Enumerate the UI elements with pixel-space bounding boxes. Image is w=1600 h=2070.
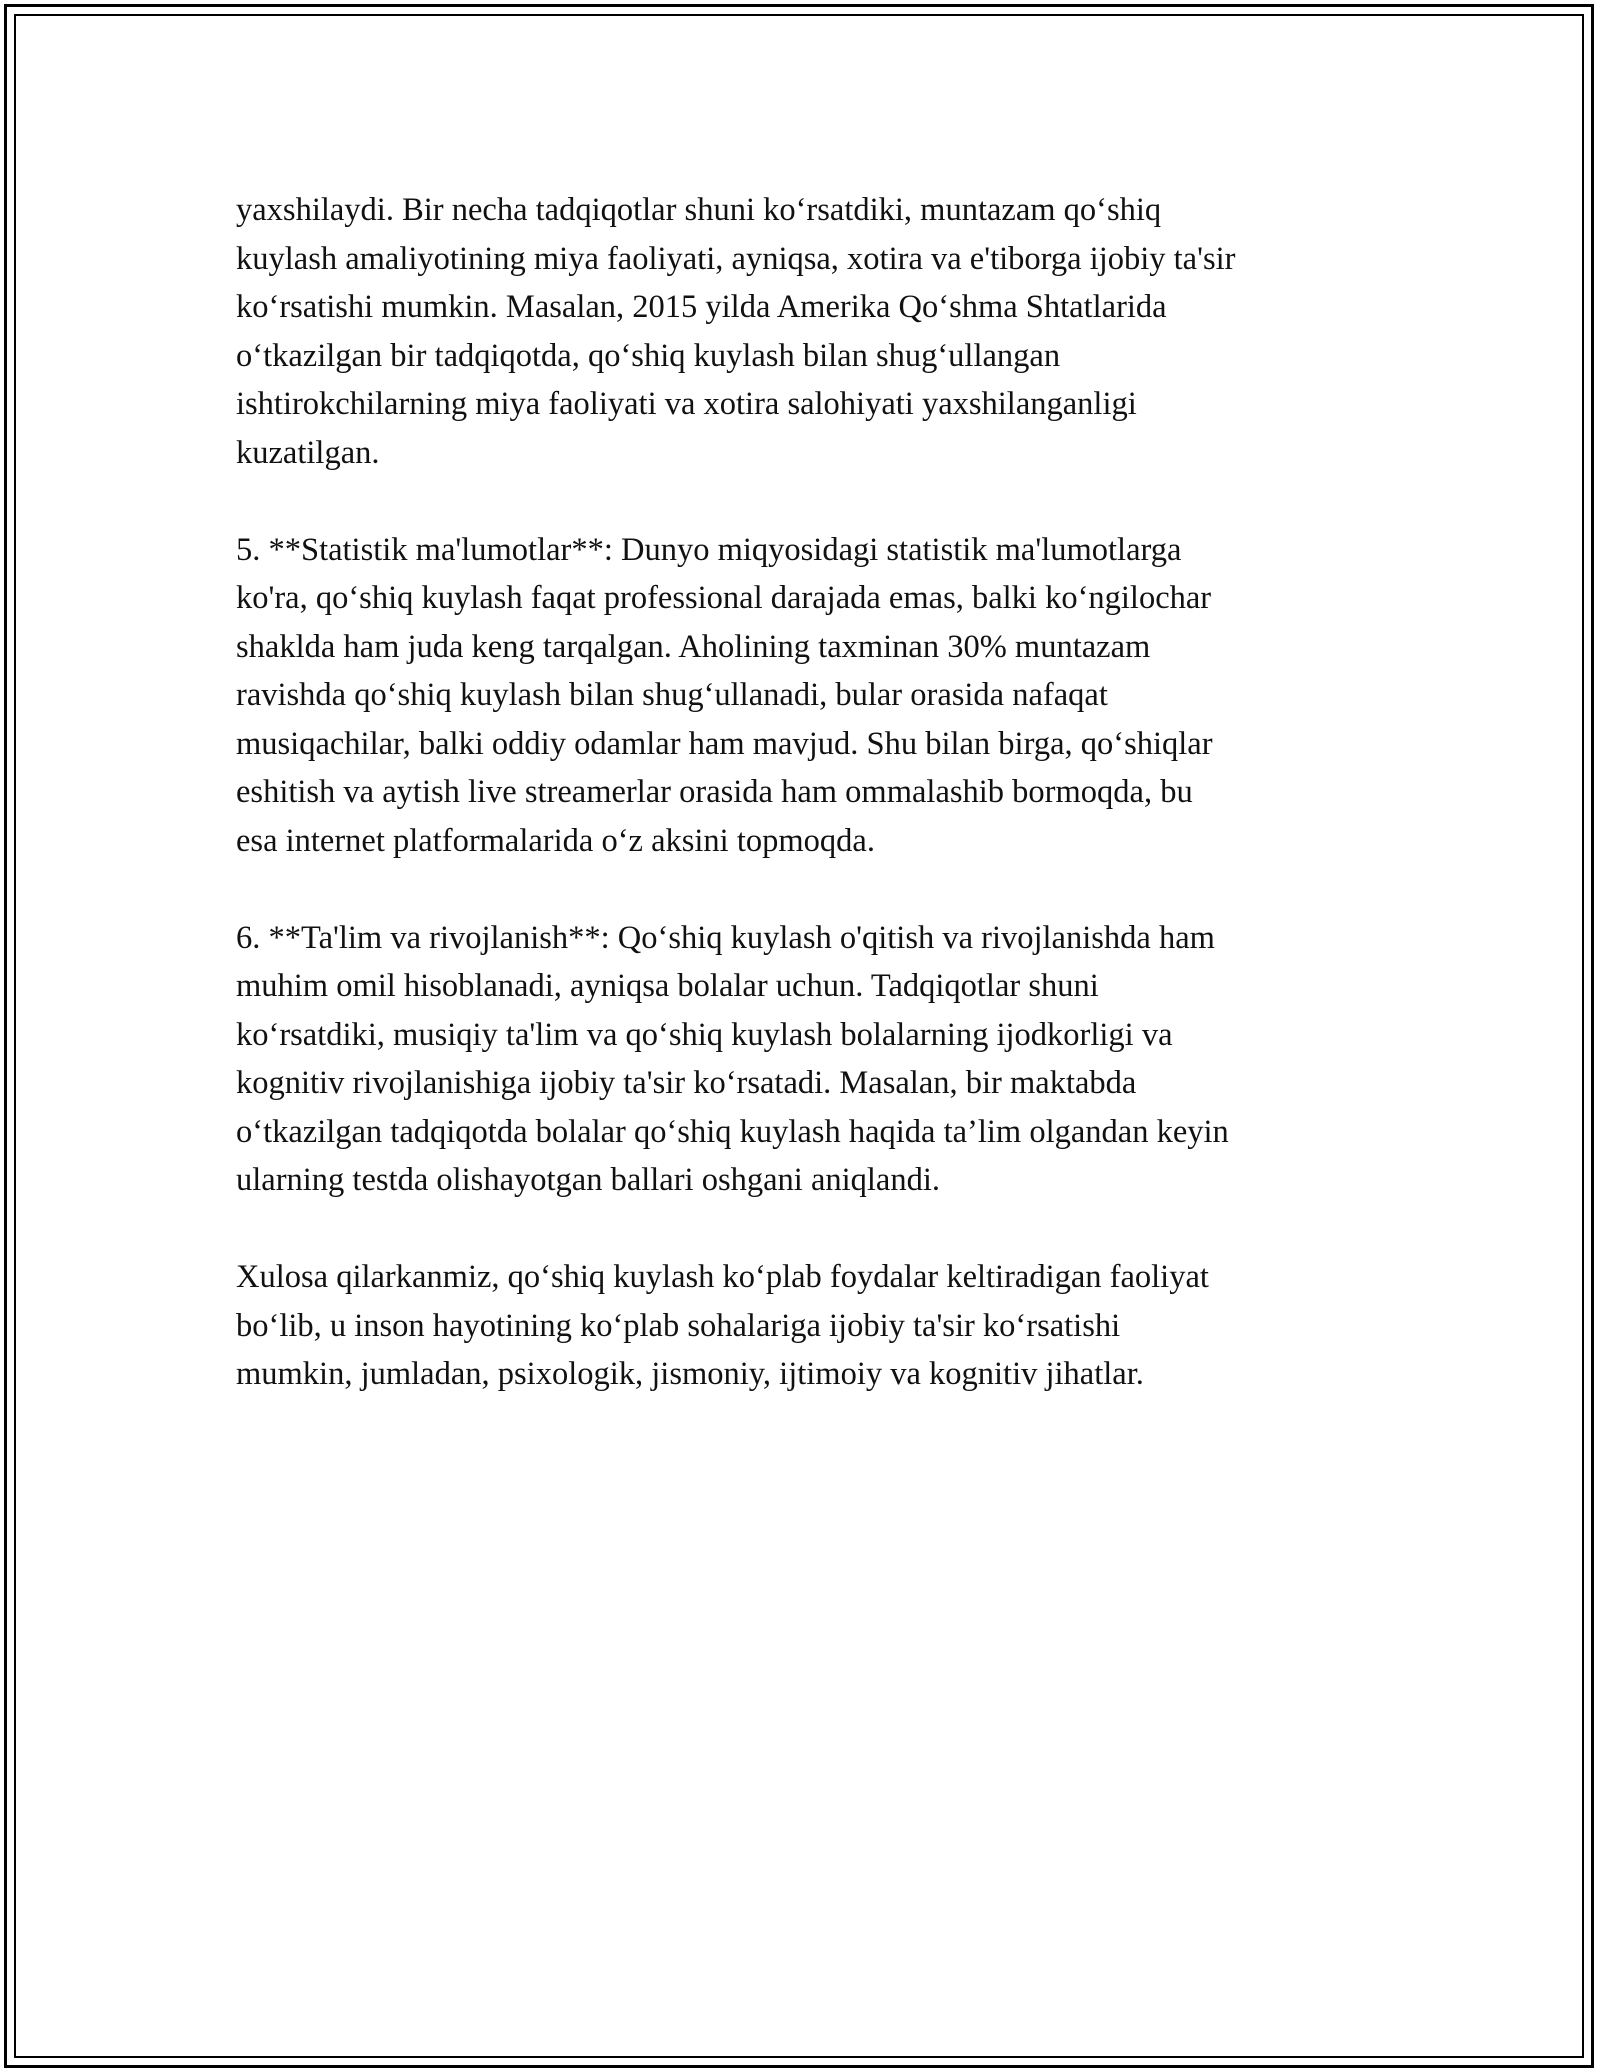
paragraph-statistics: 5. **Statistik ma'lumotlar**: Dunyo miqyosidagi statistik ma'lumotlarga ko'ra, qo‘shiq kuylash faqat professional darajada emas, balki ko‘ngilochar shaklda ham juda keng tarqalgan. Aholining taxminan 30% muntazam ravishda qo‘shiq kuylash bilan shug‘ullanadi, bular orasida nafaqat musiqachilar, balki oddiy odamlar ham mavjud. Shu bilan birga, qo‘shiqlar eshitish va aytish live streamerlar orasida ham ommalashib bormoqda, bu esa internet platformalarida o‘z aksini topmoqda. xyxy=(236,531,1213,859)
document-body xyxy=(236,186,1376,1447)
paragraph-conclusion: Xulosa qilarkanmiz, qo‘shiq kuylash ko‘plab foydalar keltiradigan faoliyat bo‘lib, u inson hayotining ko‘plab sohalariga ijobiy ta'sir ko‘rsatishi mumkin, jumladan, psixologik, jismoniy, ijtimoiy va kognitiv jihatlar. xyxy=(236,1259,1209,1392)
paragraph-education: 6. **Ta'lim va rivojlanish**: Qo‘shiq kuylash o'qitish va rivojlanishda ham muhim omil hisoblanadi, ayniqsa bolalar uchun. Tadqiqotlar shuni ko‘rsatdiki, musiqiy ta'lim va qo‘shiq kuylash bolalarning ijodkorligi va kognitiv rivojlanishiga ijobiy ta'sir ko‘rsatadi. Masalan, bir maktabda o‘tkazilgan tadqiqotda bolalar qo‘shiq kuylash haqida ta’lim olgandan keyin ularning testda olishayotgan ballari oshgani aniqlandi. xyxy=(236,919,1229,1198)
paragraph-intro-continuation: yaxshilaydi. Bir necha tadqiqotlar shuni ko‘rsatdiki, muntazam qo‘shiq kuylash amaliyotining miya faoliyati, ayniqsa, xotira va e'tiborga ijobiy ta'sir ko‘rsatishi mumkin. Masalan, 2015 yilda Amerika Qo‘shma Shtatlarida o‘tkazilgan bir tadqiqotda, qo‘shiq kuylash bilan shug‘ullangan ishtirokchilarning miya faoliyati va xotira salohiyati yaxshilanganligi kuzatilgan. xyxy=(236,192,1236,471)
